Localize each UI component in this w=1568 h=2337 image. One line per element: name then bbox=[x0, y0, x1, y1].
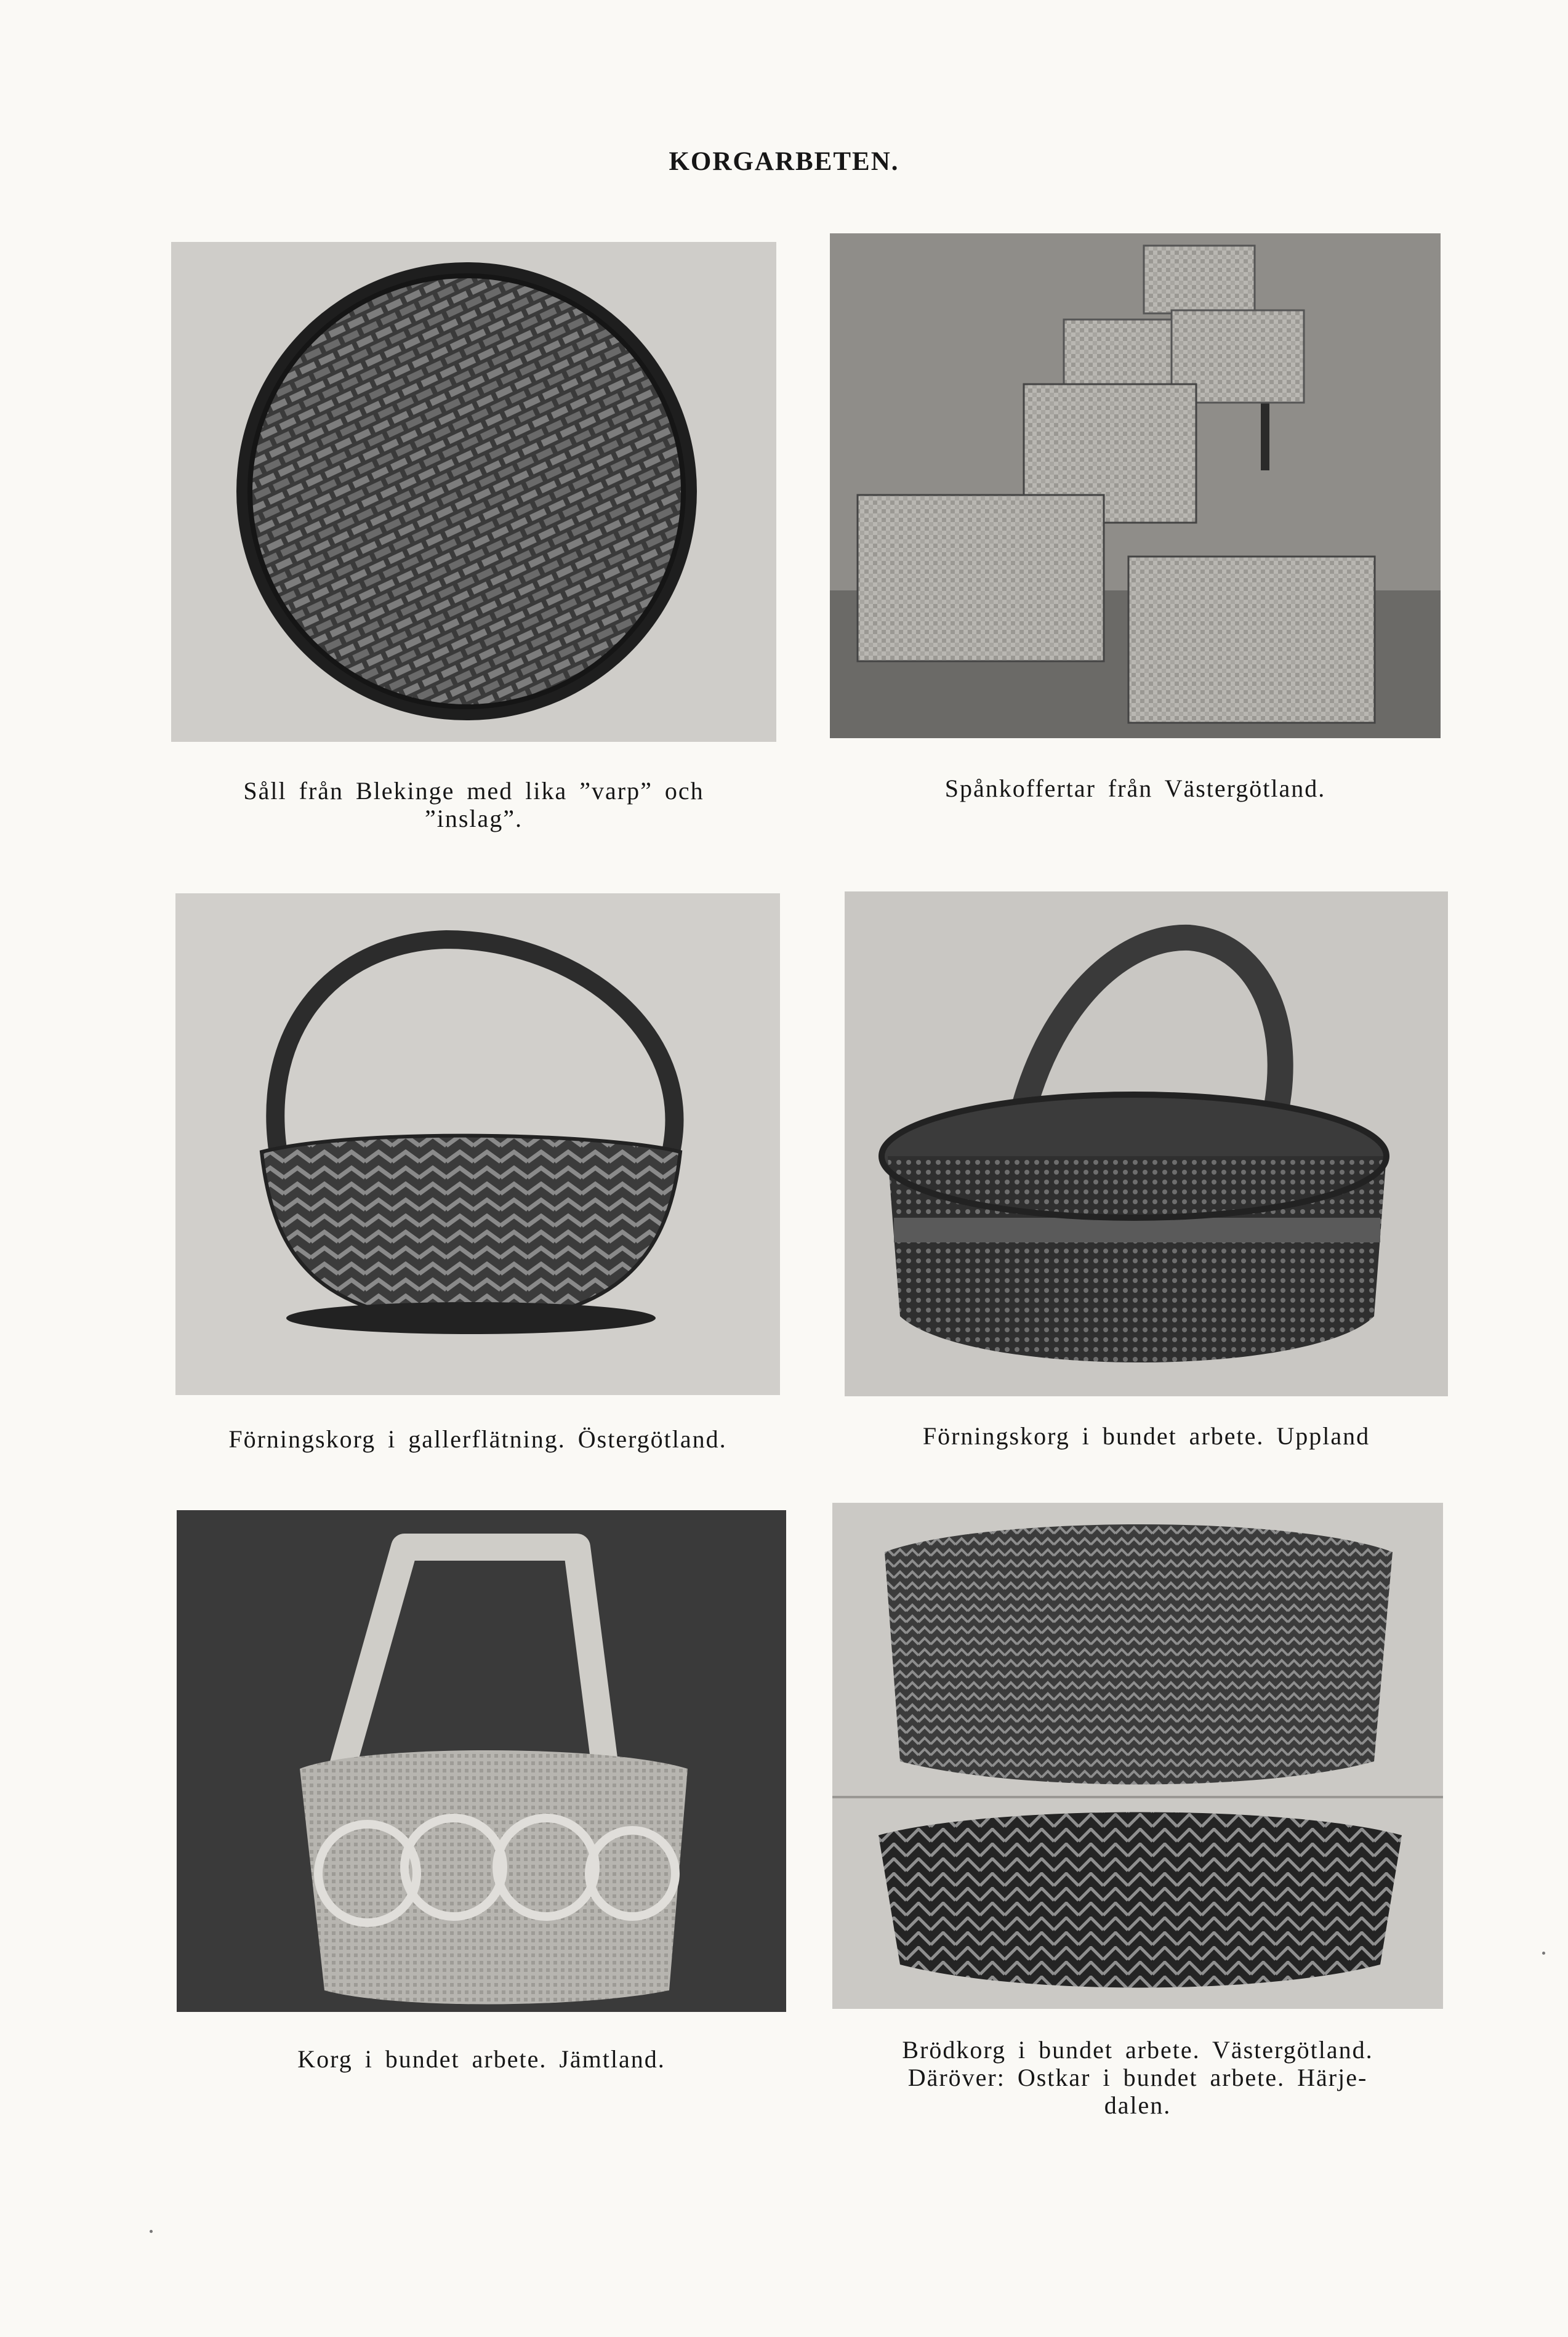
page-title: KORGARBETEN. bbox=[669, 147, 899, 176]
photo-forningskorg-uppland bbox=[845, 891, 1448, 1396]
caption-forningskorg-ostergotland: Förningskorg i gallerflätning. Östergötland. bbox=[228, 1425, 727, 1453]
photo-forningskorg-ostergotland bbox=[175, 893, 780, 1395]
caption-sall: Såll från Blekinge med lika ”varp” och ”inslag”. bbox=[243, 777, 704, 832]
caption-brodkorg-ostkar: Brödkorg i bundet arbete. Västergötland. Däröver: Ostkar i bundet arbete. Härje- dalen. bbox=[902, 2036, 1373, 2119]
paper-speck bbox=[150, 2230, 153, 2233]
photo-korg-jamtland bbox=[177, 1510, 786, 2012]
caption-korg-jamtland: Korg i bundet arbete. Jämtland. bbox=[297, 2045, 665, 2073]
photo-sall bbox=[171, 242, 776, 742]
photo-spankoffertar bbox=[830, 233, 1441, 738]
caption-spankoffertar: Spånkoffertar från Västergötland. bbox=[944, 774, 1326, 802]
photo-brodkorg-ostkar bbox=[832, 1503, 1443, 2009]
caption-forningskorg-uppland: Förningskorg i bundet arbete. Uppland bbox=[922, 1422, 1370, 1450]
paper-speck bbox=[1542, 1952, 1545, 1955]
